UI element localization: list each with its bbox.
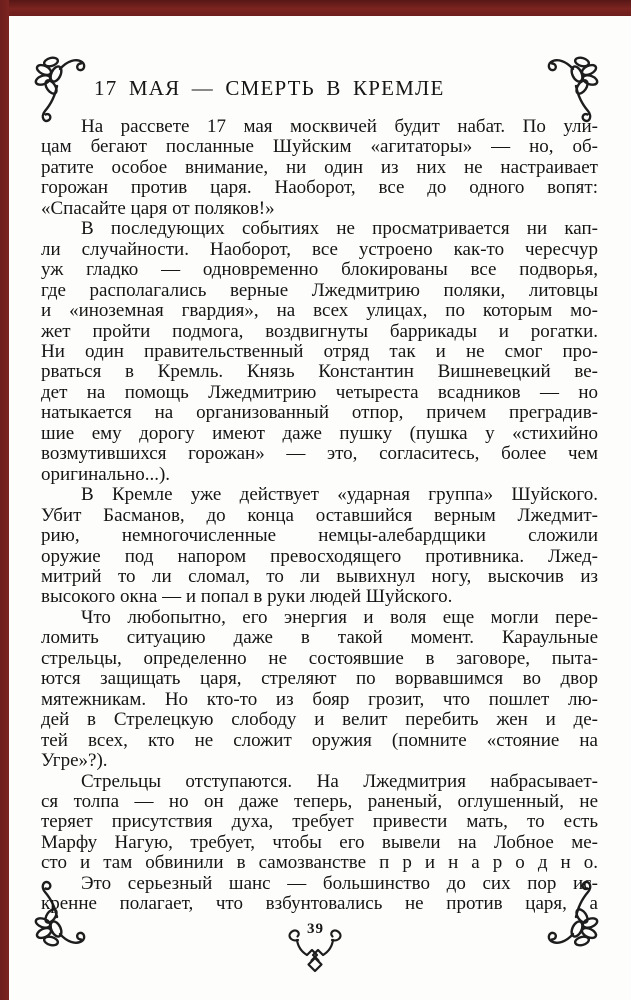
text-line: жет пройти подмога, воздвигнуты баррикады и рогатки. bbox=[41, 320, 598, 342]
text-line: рию, немногочисленные немцы-алебардщики сложили bbox=[41, 525, 598, 547]
text-line: тей всех, кто не сложит оружия (помните «стояние на bbox=[41, 729, 598, 751]
text-line: высокого окна — и попал в руки людей Шуйского. bbox=[41, 586, 453, 608]
text-line: сто и там обвинили в самозванстве п р и н а р о д н о. bbox=[41, 852, 598, 874]
text-line: ли случайности. Наоборот, все устроено как-то чересчур bbox=[41, 238, 598, 260]
text-line: горожан против царя. Наоборот, все до одного вопят: bbox=[41, 177, 598, 199]
text-line: кренне полагает, что взбунтовались не против царя, а bbox=[41, 893, 598, 915]
paragraph bbox=[41, 117, 598, 219]
text-line: Это серьезный шанс — большинство до сих пор ис- bbox=[81, 872, 598, 894]
text-line: где располагались верные Лжедмитрию поляки, литовцы bbox=[41, 279, 598, 301]
text-line: «Спасайте царя от поляков!» bbox=[41, 197, 275, 219]
text-line: На рассвете 17 мая москвичей будит набат. По ули- bbox=[81, 116, 598, 137]
paragraph bbox=[41, 608, 598, 772]
text-line: оригинально...). bbox=[41, 463, 171, 485]
text-line: рваться в Кремль. Князь Константин Вишневецкий ве- bbox=[41, 361, 598, 383]
footer-ornament-icon bbox=[285, 927, 345, 973]
text-line: Угре»?). bbox=[41, 750, 108, 772]
corner-flourish-top-left-icon bbox=[32, 53, 88, 125]
body-text bbox=[41, 117, 598, 915]
text-line: Убит Басманов, до конца оставшийся верным Лжедмит- bbox=[41, 504, 598, 526]
page-number: 39 bbox=[307, 921, 324, 937]
book-cover-edge-left bbox=[0, 0, 9, 1000]
text-line: Стрельцы отступаются. На Лжедмитрия набрасывает- bbox=[81, 770, 598, 792]
text-line: стрельцы, определенно не состоявшие в заговоре, пыта- bbox=[41, 647, 598, 669]
text-line: дет на помощь Лжедмитрию четыреста всадников — но bbox=[41, 381, 598, 403]
text-line: ратите особое внимание, ни один из них не настраивает bbox=[41, 156, 598, 178]
text-line: Что любопытно, его энергия и воля еще могли пере- bbox=[81, 606, 598, 628]
text-line: митрий то ли сломал, то ли вывихнул ногу, выскочив из bbox=[41, 565, 598, 587]
text-line: В Кремле уже действует «ударная группа» Шуйского. bbox=[81, 484, 598, 506]
text-line: теряет присутствия духа, требует привести мать, то есть bbox=[41, 811, 598, 833]
text-line: натыкается на организованный отпор, причем преградив- bbox=[41, 402, 598, 424]
paragraph bbox=[41, 219, 598, 485]
corner-flourish-top-right-icon bbox=[545, 53, 601, 125]
text-line: Марфу Нагую, требует, чтобы его вывели на Лобное ме- bbox=[41, 831, 598, 853]
text-line: возмутившихся горожан» — это, согласитесь, более чем bbox=[41, 443, 598, 465]
text-line: уж гладко — одновременно блокированы все подворья, bbox=[41, 259, 598, 281]
text-line: дей в Стрелецкую слободу и велит перебить жен и де- bbox=[41, 709, 598, 731]
text-line: мятежникам. Но кто-то из бояр грозит, что пошлет лю- bbox=[41, 688, 598, 710]
paragraph bbox=[41, 772, 598, 874]
text-line: оружие под напором превосходящего противника. Лжед- bbox=[41, 545, 598, 567]
text-line: и «иноземная гвардия», на всех улицах, по которым мо- bbox=[41, 300, 598, 322]
text-line: цам бегают посланные Шуйским «агитаторы» — но, об- bbox=[41, 136, 598, 158]
text-line: ются защищать царя, стреляют по ворвавшимся во двор bbox=[41, 668, 598, 690]
book-cover-edge-top bbox=[0, 0, 631, 16]
text-line: Ни один правительственный отряд так и не смог про- bbox=[41, 340, 598, 362]
text-line: В последующих событиях не просматривается ни кап- bbox=[81, 218, 598, 240]
paragraph bbox=[41, 485, 598, 608]
chapter-heading: 17 МАЯ — СМЕРТЬ В КРЕМЛЕ bbox=[94, 76, 445, 100]
text-line: ся толпа — но он даже теперь, раненый, оглушенный, не bbox=[41, 790, 598, 812]
paragraph bbox=[41, 874, 598, 915]
text-line: шие ему дорогу имеют даже пушку (пушка у «стихийно bbox=[41, 422, 598, 444]
text-line: ломить ситуацию даже в такой момент. Караульные bbox=[41, 627, 598, 649]
